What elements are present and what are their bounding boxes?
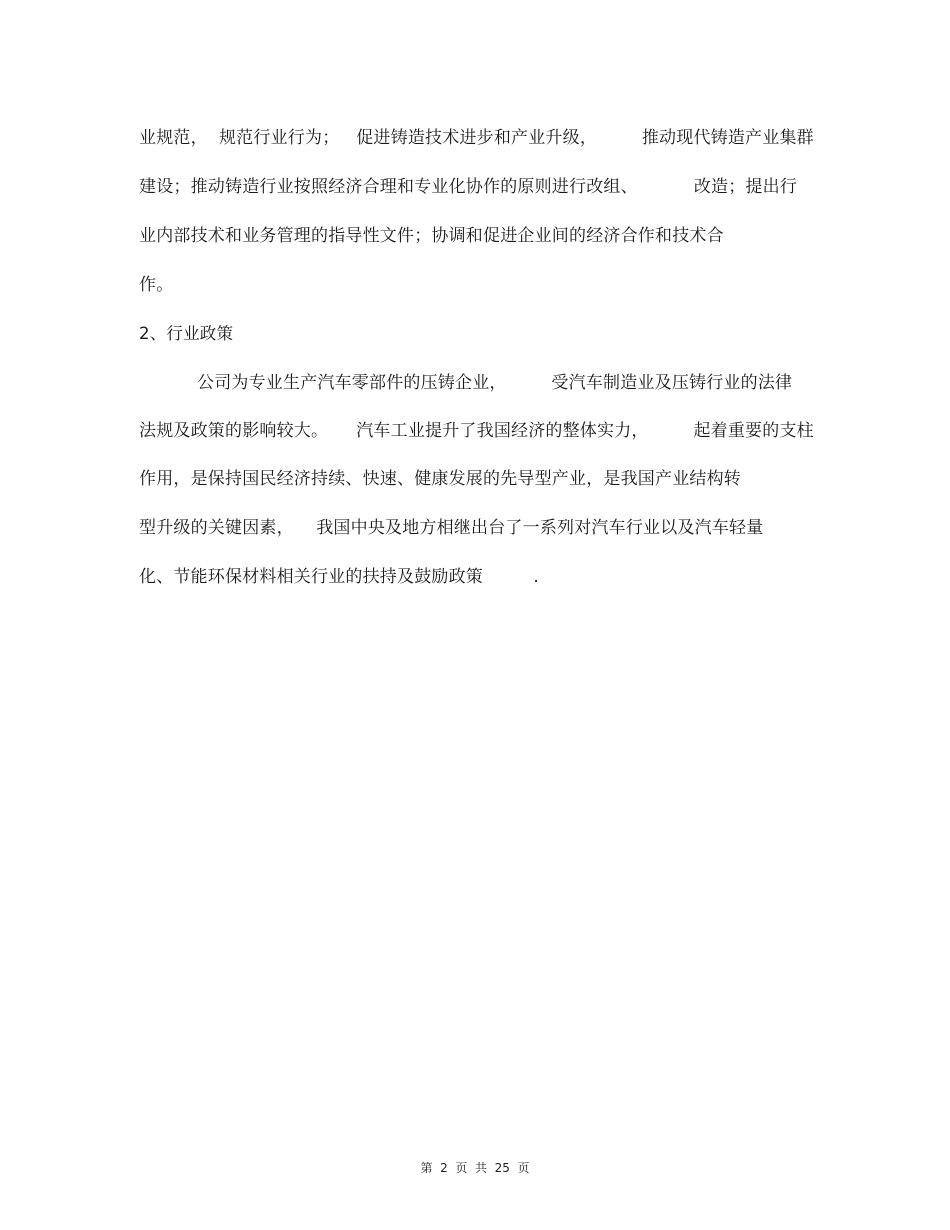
paragraph-line: 业内部技术和业务管理的指导性文件；协调和促进企业间的经济合作和技术合 xyxy=(139,226,724,246)
page-number-footer: 第 2 页 共 25 页 xyxy=(420,1161,530,1175)
paragraph-line: 作。 xyxy=(139,275,174,295)
paragraph-line: 化、节能环保材料相关行业的扶持及鼓励政策 . xyxy=(139,567,540,587)
paragraph-line: 型升级的关键因素， 我国中央及地方相继出台了一系列对汽车行业以及汽车轻量 xyxy=(139,518,764,538)
paragraph-line: 业规范， 规范行业行为； 促进铸造技术进步和产业升级， 推动现代铸造产业集群 xyxy=(139,128,814,148)
paragraph-line: 公司为专业生产汽车零部件的压铸企业， 受汽车制造业及压铸行业的法律 xyxy=(197,373,793,393)
section-heading: 2、行业政策 xyxy=(139,324,234,343)
paragraph-line: 法规及政策的影响较大。 汽车工业提升了我国经济的整体实力， 起着重要的支柱 xyxy=(139,421,814,441)
paragraph-line: 作用，是保持国民经济持续、快速、健康发展的先导型产业，是我国产业结构转 xyxy=(139,469,741,489)
paragraph-line: 建设；推动铸造行业按照经济合理和专业化协作的原则进行改组、 改造；提出行 xyxy=(139,177,798,197)
